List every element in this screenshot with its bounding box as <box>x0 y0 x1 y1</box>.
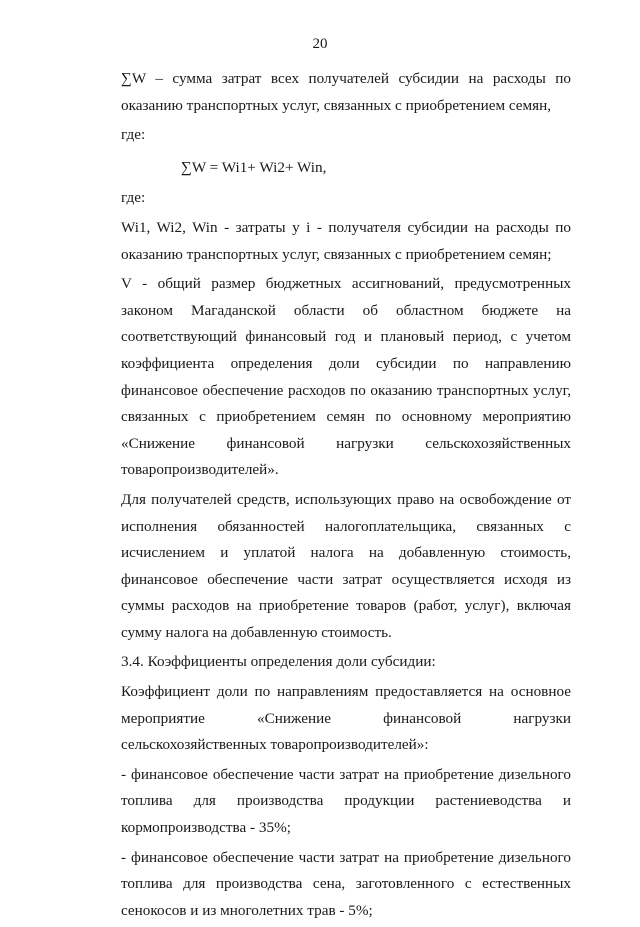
paragraph-wi-definition: Wi1, Wi2, Win - затраты у i - получателя субсидии на расходы по оказанию транспортных услуг, связанных с приобретением семян; <box>121 218 571 263</box>
paragraph-where-2: где: <box>121 189 146 207</box>
paragraph-v-definition: V - общий размер бюджетных ассигнований, предусмотренных законом Магаданской области об областном бюджете на соответствующий финансовый год и плановый период, с учетом коэффициента определения доли субсидии по направлению финансовое обеспечение расходов по оказанию транспортных услуг, связанных с приобретением семян по основному мероприятию «Снижение финансовой нагрузки сельскохозяйственных товаропроизводителей». <box>121 275 571 479</box>
formula-line: ∑W = Wi1+ Wi2+ Win, <box>181 158 327 176</box>
paragraph-sum-definition: ∑W – сумма затрат всех получателей субсидии на расходы по оказанию транспортных услуг, связанных с приобретением семян, <box>121 70 571 114</box>
list-item-diesel-crops: - финансовое обеспечение части затрат на приобретение дизельного топлива для производства продукции растениеводства и кормопроизводства - 35%; <box>121 765 571 837</box>
paragraph-coefficient: Коэффициент доли по направлениям предоставляется на основное мероприятие «Снижение финансовой нагрузки сельскохозяйственных товаропроизводителей»: <box>121 683 571 754</box>
list-item-diesel-hay: - финансовое обеспечение части затрат на приобретение дизельного топлива для производства сена, заготовленного с естественных сенокосов и из многолетних трав - 5%; <box>121 848 571 919</box>
paragraph-where-1: где: <box>121 126 146 144</box>
document-body <box>121 66 571 927</box>
page-number: 20 <box>312 36 328 52</box>
paragraph-section-3-4: 3.4. Коэффициенты определения доли субсидии: <box>121 653 436 671</box>
paragraph-vat-exemption: Для получателей средств, использующих право на освобождение от исполнения обязанностей налогоплательщика, связанных с исчислением и уплатой налога на добавленную стоимость, финансовое обеспечение части затрат осуществляется исходя из суммы расходов на приобретение товаров (работ, услуг), включая сумму налога на добавленную стоимость. <box>121 490 571 641</box>
